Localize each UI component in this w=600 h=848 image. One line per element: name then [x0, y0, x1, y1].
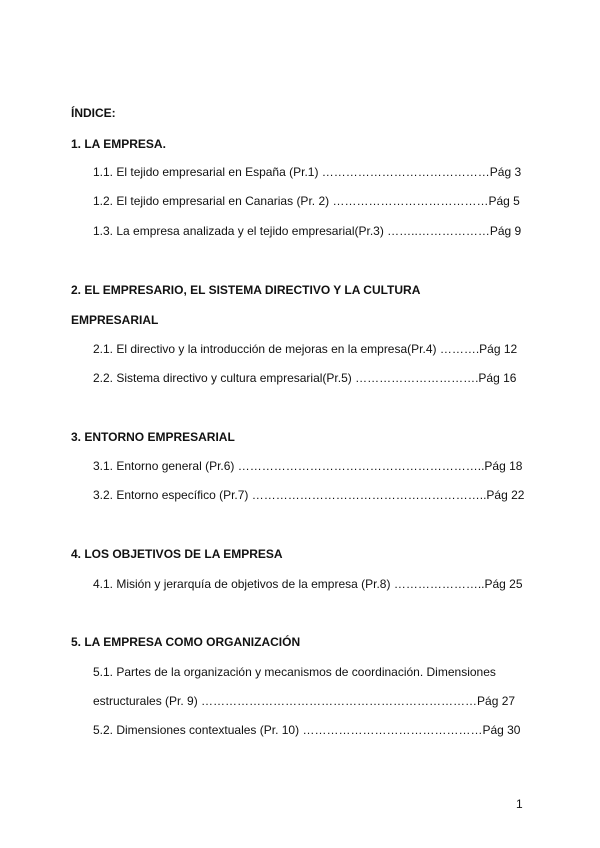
index-title: ÍNDICE:: [71, 106, 116, 120]
section-heading-4: 4. LOS OBJETIVOS DE LA EMPRESA: [71, 547, 283, 561]
section-heading-2-line-2: EMPRESARIAL: [71, 313, 159, 327]
page-number: 1: [516, 797, 523, 811]
toc-entry-3-1: 3.1. Entorno general (Pr.6) ……………………………………………………..Pág 18: [93, 459, 523, 473]
toc-entry-5-2: 5.2. Dimensiones contextuales (Pr. 10) ………………………………………Pág 30: [93, 723, 521, 737]
toc-entry-4-1: 4.1. Misión y jerarquía de objetivos de la empresa (Pr.8) …………………..Pág 25: [93, 577, 523, 591]
toc-entry-5-1: 5.1. Partes de la organización y mecanismos de coordinación. Dimensiones: [93, 665, 496, 679]
toc-entry-3-2: 3.2. Entorno específico (Pr.7) …………………………………………………..Pág 22: [93, 488, 525, 502]
toc-entry-1-1: 1.1. El tejido empresarial en España (Pr.1) ……………………………………Pág 3: [93, 165, 522, 179]
toc-entry-1-2: 1.2. El tejido empresarial en Canarias (Pr. 2) …………………………………Pág 5: [93, 194, 520, 208]
toc-entry-2-1: 2.1. El directivo y la introducción de mejoras en la empresa(Pr.4) ……….Pág 12: [93, 342, 518, 356]
section-heading-3: 3. ENTORNO EMPRESARIAL: [71, 430, 235, 444]
toc-entry-5-1-continued: estructurales (Pr. 9) ……………………………………………………………Pág 27: [93, 694, 516, 708]
toc-entry-2-2: 2.2. Sistema directivo y cultura empresarial(Pr.5) ………………………….Pág 16: [93, 371, 517, 385]
section-heading-1: 1. LA EMPRESA.: [71, 137, 166, 151]
toc-entry-1-3: 1.3. La empresa analizada y el tejido empresarial(Pr.3) ……..………………Pág 9: [93, 224, 522, 238]
section-heading-2-line-1: 2. EL EMPRESARIO, EL SISTEMA DIRECTIVO Y LA CULTURA: [71, 283, 421, 297]
section-heading-5: 5. LA EMPRESA COMO ORGANIZACIÓN: [71, 635, 301, 649]
